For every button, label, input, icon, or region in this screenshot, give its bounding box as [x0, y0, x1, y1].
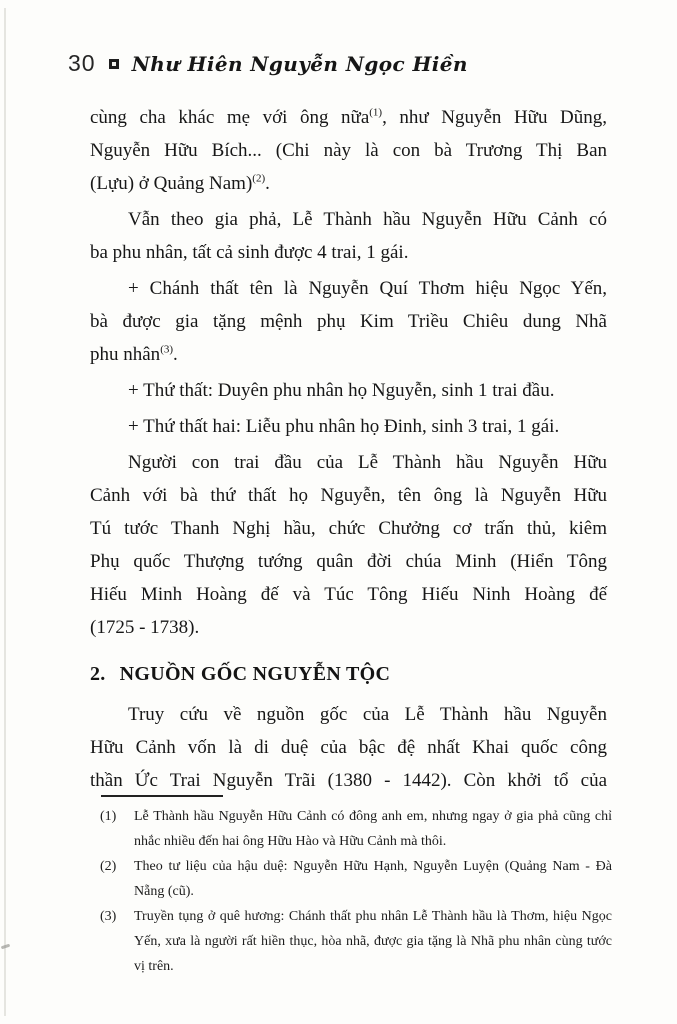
footnotes — [100, 795, 612, 979]
text-run: + Thứ thất: Duyên phu nhân họ Nguyễn, sinh 1 trai đầu. — [128, 380, 555, 401]
footnote-text: Theo tư liệu của hậu duệ: Nguyễn Hữu Hạnh, Nguyễn Luyện (Quảng Nam - Đà Nẵng (cũ). — [134, 859, 612, 899]
text-run: + Chánh thất tên là Nguyễn Quí Thơm hiệu Ngọc Yến, — [128, 278, 607, 299]
text-line — [90, 764, 607, 797]
text-run: (1725 - 1738). — [90, 617, 200, 638]
text-run: cùng cha khác mẹ với ông nữa — [90, 107, 370, 128]
footnote-number: (1) — [100, 809, 117, 824]
text-line — [90, 134, 607, 167]
text-run: ba phu nhân, tất cả sinh được 4 trai, 1 gái. — [90, 242, 409, 263]
paragraph — [90, 446, 607, 644]
text-run: . — [173, 344, 178, 365]
text-line — [90, 446, 607, 479]
text-run: Tú tước Thanh Nghị hầu, chức Chưởng cơ trấn thủ, kiêm — [90, 518, 607, 539]
text-line — [90, 167, 607, 200]
text-run: Vẫn theo gia phả, Lễ Thành hầu Nguyễn Hữu Cảnh có — [128, 209, 607, 230]
footnote-marker: (1) — [369, 106, 383, 119]
scan-edge-artifact — [4, 8, 6, 1016]
section-paragraphs — [90, 698, 607, 797]
paragraph — [90, 374, 607, 407]
text-run: Hiếu Minh Hoàng đế và Túc Tông Hiếu Ninh Hoàng đế — [90, 584, 607, 605]
page-header — [68, 50, 468, 77]
footnote-separator — [101, 795, 223, 797]
text-line — [90, 410, 607, 443]
paragraph — [90, 272, 607, 371]
page-number: 30 — [68, 50, 96, 76]
text-run: . — [265, 173, 270, 194]
text-line — [90, 203, 607, 236]
text-line — [90, 731, 607, 764]
paragraph — [90, 410, 607, 443]
text-run: Người con trai đầu của Lễ Thành hầu Nguyễn Hữu — [128, 452, 607, 473]
text-run: thần Ức Trai Nguyễn Trãi (1380 - 1442). Còn khởi tổ của — [90, 770, 607, 791]
text-run: Cảnh với bà thứ thất họ Nguyễn, tên ông là Nguyễn Hữu — [90, 485, 607, 506]
footnote-number: (3) — [100, 909, 117, 924]
page-body — [90, 101, 607, 800]
footnote-text: Truyền tụng ở quê hương: Chánh thất phu nhân Lễ Thành hầu là Thơm, hiệu Ngọc Yến, xưa là người rất hiền thục, hòa nhã, được gia tặng là Nhã phu nhân cùng tước vị trên. — [134, 909, 612, 974]
text-run: Nguyễn Hữu Bích... (Chi này là con bà Trương Thị Ban — [90, 140, 607, 161]
footnote — [100, 854, 612, 904]
footnote — [100, 804, 612, 854]
footnote-marker: (3) — [160, 343, 174, 356]
text-line — [90, 272, 607, 305]
running-title: Như Hiên Nguyễn Ngọc Hiền — [131, 51, 468, 76]
text-line — [90, 512, 607, 545]
text-run: bà được gia tặng mệnh phụ Kim Triều Chiêu dung Nhã — [90, 311, 607, 332]
text-line — [90, 305, 607, 338]
section-title: NGUỒN GỐC NGUYỄN TỘC — [119, 663, 391, 685]
body-paragraphs — [90, 101, 607, 644]
paragraph — [90, 101, 607, 200]
text-run: Hữu Cảnh vốn là di duệ của bậc đệ nhất Khai quốc công — [90, 737, 607, 758]
text-run: phu nhân — [90, 344, 161, 365]
text-line — [90, 374, 607, 407]
footnote-number: (2) — [100, 859, 117, 874]
text-run: Truy cứu về nguồn gốc của Lễ Thành hầu Nguyễn — [128, 704, 607, 725]
footnotes-list — [100, 804, 612, 979]
text-run: Phụ quốc Thượng tướng quân đời chúa Minh (Hiển Tông — [90, 551, 607, 572]
square-bullet-icon — [109, 59, 119, 69]
section-heading — [90, 658, 607, 691]
footnote-marker: (2) — [252, 172, 266, 185]
paragraph — [90, 203, 607, 269]
section-number: 2. — [90, 663, 106, 685]
text-line — [90, 101, 607, 134]
text-run: , như Nguyễn Hữu Dũng, — [382, 107, 607, 128]
text-line — [90, 698, 607, 731]
paragraph — [90, 698, 607, 797]
text-line — [90, 545, 607, 578]
text-line — [90, 611, 607, 644]
text-line — [90, 236, 607, 269]
text-line — [90, 338, 607, 371]
text-run: + Thứ thất hai: Liễu phu nhân họ Đinh, sinh 3 trai, 1 gái. — [128, 416, 560, 437]
text-run: (Lựu) ở Quảng Nam) — [90, 173, 253, 194]
footnote-text: Lễ Thành hầu Nguyễn Hữu Cảnh có đông anh em, nhưng ngay ở gia phả cũng chỉ nhắc nhiều đến hai ông Hữu Hào và Hữu Cảnh mà thôi. — [134, 809, 612, 849]
footnote — [100, 904, 612, 979]
text-line — [90, 578, 607, 611]
text-line — [90, 479, 607, 512]
